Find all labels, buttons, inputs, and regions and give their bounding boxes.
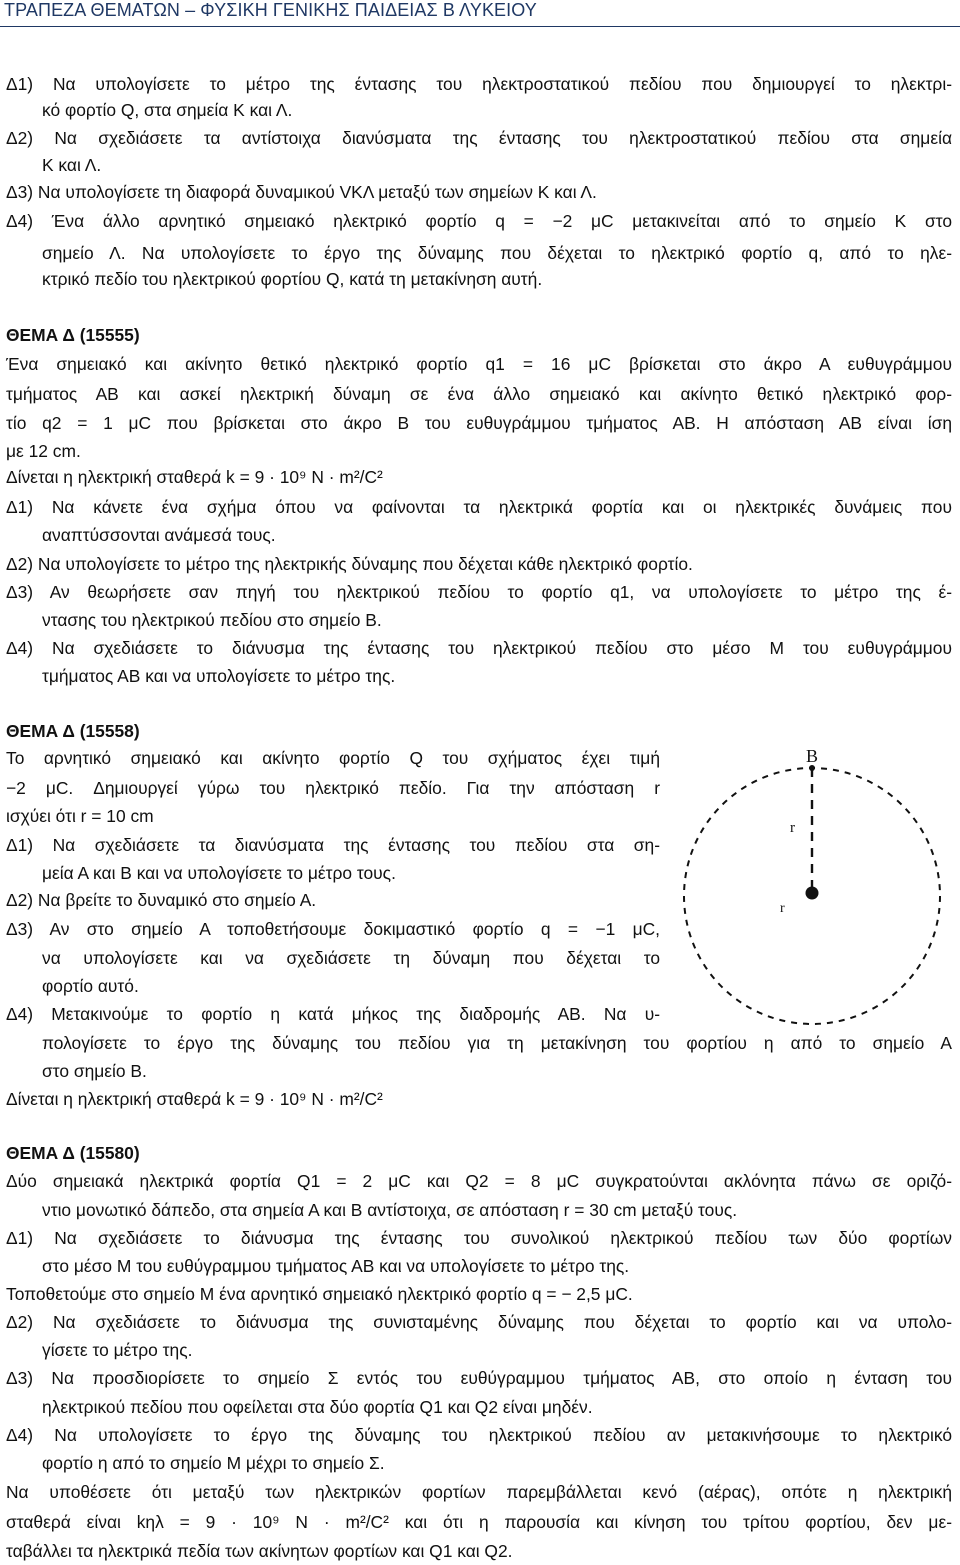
radius-label: r <box>790 820 795 836</box>
text-line: Δ1) Να υπολογίσετε το μέτρο της έντασης του ηλεκτροστατικού πεδίου που δημιουργεί το ηλεκτρι- <box>6 74 952 94</box>
text-line: σημείο Λ. Να υπολογίσετε το έργο της δύναμης που δέχεται το ηλεκτρικό φορτίο q, από το ηλε- <box>42 243 952 263</box>
section-title: ΘΕΜΑ Δ (15555) <box>6 325 140 345</box>
text-line: Δ2) Να σχεδιάσετε το διάνυσμα της συνισταμένης δύναμης που δέχεται το φορτίο και να υπολο- <box>6 1312 952 1332</box>
text-line: Δ1) Να κάνετε ένα σχήμα όπου να φαίνονται τα ηλεκτρικά φορτία και οι ηλεκτρικές δυνάμεις που <box>6 497 952 517</box>
text-line: στο μέσο Μ του ευθύγραμμου τμήματος ΑΒ και να υπολογίσετε το μέτρο της. <box>42 1256 630 1276</box>
point-b-label: B <box>806 748 819 766</box>
text-line: μεία Α και Β και να υπολογίσετε το μέτρο τους. <box>42 863 396 883</box>
text-line: αναπτύσσονται ανάμεσά τους. <box>42 525 276 545</box>
page-header <box>0 0 960 27</box>
text-line: κτρικό πεδίο του ηλεκτρικού φορτίου Q, κατά τη μετακίνηση αυτή. <box>42 269 543 289</box>
text-line: Δ2) Να σχεδιάσετε τα αντίστοιχα διανύσματα της έντασης του ηλεκτροστατικού πεδίου στα σημεία <box>6 128 952 148</box>
text-line: Να υποθέσετε ότι μεταξύ των ηλεκτρικών φορτίων παρεμβάλλεται κενό (αέρας), οπότε η ηλεκτρική <box>6 1482 952 1502</box>
text-line: Δ4) Ένα άλλο αρνητικό σημειακό ηλεκτρικό φορτίο q = −2 μC μετακινείται από το σημείο Κ στο <box>6 211 952 231</box>
text-line: κό φορτίο Q, στα σημεία Κ και Λ. <box>42 100 293 120</box>
text-line: Τοποθετούμε στο σημείο Μ ένα αρνητικό σημειακό ηλεκτρικό φορτίο q = − 2,5 μC. <box>6 1284 633 1304</box>
field-circle-diagram <box>662 748 958 1030</box>
text-line: Δ3) Αν στο σημείο Α τοποθετήσουμε δοκιμαστικό φορτίο q = −1 μC, <box>6 919 660 939</box>
text-line: Δ3) Αν θεωρήσετε σαν πηγή του ηλεκτρικού πεδίου το φορτίο q1, να υπολογίσετε το μέτρο της έ- <box>6 582 952 602</box>
text-line: Δ4) Μετακινούμε το φορτίο η κατά μήκος της διαδρομής ΑΒ. Να υ- <box>6 1004 660 1024</box>
text-line: με 12 cm. <box>6 441 81 461</box>
text-line: να υπολογίσετε και να σχεδιάσετε τη δύναμη που δέχεται το <box>42 948 660 968</box>
text-line: τίο q2 = 1 μC που βρίσκεται στο άκρο Β του ευθυγράμμου τμήματος ΑΒ. Η απόσταση ΑΒ είναι ίση <box>6 413 952 433</box>
text-line: ταβάλλει τα ηλεκτρικά πεδία των ακίνητων φορτίων και Q1 και Q2. <box>6 1541 513 1561</box>
text-line: Δ1) Να σχεδιάσετε το διάνυσμα της έντασης του συνολικού ηλεκτρικού πεδίου των δύο φορτίων <box>6 1228 952 1248</box>
text-line: Δ3) Να υπολογίσετε τη διαφορά δυναμικού VΚΛ μεταξύ των σημείων Κ και Λ. <box>6 182 597 202</box>
text-line: Ένα σημειακό και ακίνητο θετικό ηλεκτρικό φορτίο q1 = 16 μC βρίσκεται στο άκρο Α ευθυγράμμου <box>6 354 952 374</box>
text-line: Δύο σημειακά ηλεκτρικά φορτία Q1 = 2 μC και Q2 = 8 μC συγκρατούνται ακλόνητα πάνω σε οριζό- <box>6 1171 952 1191</box>
text-line: ντιο μονωτικό δάπεδο, στα σημεία Α και Β αντίστοιχα, σε απόσταση r = 30 cm μεταξύ τους. <box>42 1200 738 1220</box>
text-line: φορτίο η από το σημείο Μ μέχρι το σημείο Σ. <box>42 1453 385 1473</box>
text-line: Δ4) Να σχεδιάσετε το διάνυσμα της έντασης του ηλεκτρικού πεδίου στο μέσο Μ του ευθυγράμμου <box>6 638 952 658</box>
text-line: Δ3) Να προσδιορίσετε το σημείο Σ εντός του ευθύγραμμου τμήματος ΑΒ, στο οποίο η ένταση του <box>6 1368 952 1388</box>
text-line: Δ2) Να βρείτε το δυναμικό στο σημείο Α. <box>6 890 317 910</box>
text-line: Το αρνητικό σημειακό και ακίνητο φορτίο Q του σχήματος έχει τιμή <box>6 748 660 768</box>
section-title: ΘΕΜΑ Δ (15580) <box>6 1143 140 1163</box>
text-line: ισχύει ότι r = 10 cm <box>6 806 154 826</box>
text-line: Δίνεται η ηλεκτρική σταθερά k = 9 · 10⁹ N · m²/C² <box>6 467 383 487</box>
section-title: ΘΕΜΑ Δ (15558) <box>6 721 140 741</box>
text-line: γίσετε το μέτρο της. <box>42 1340 193 1360</box>
text-line: πολογίσετε το έργο της δύναμης του πεδίου για τη μετακίνηση του φορτίου η από το σημείο Α <box>42 1033 952 1053</box>
text-line: φορτίο αυτό. <box>42 976 139 996</box>
text-line: −2 μC. Δημιουργεί γύρω του ηλεκτρικό πεδίο. Για την απόσταση r <box>6 778 660 798</box>
header-title: ΤΡΑΠΕΖΑ ΘΕΜΑΤΩΝ – ΦΥΣΙΚΗ ΓΕΝΙΚΗΣ ΠΑΙΔΕΙΑΣ Β ΛΥΚΕΙΟΥ <box>4 0 537 20</box>
text-line: τμήματος ΑΒ και ασκεί ηλεκτρική δύναμη σε ένα άλλο σημειακό και ακίνητο θετικό ηλεκτρικό φορ- <box>6 384 952 404</box>
text-line: Δ2) Να υπολογίσετε το μέτρο της ηλεκτρικής δύναμης που δέχεται κάθε ηλεκτρικό φορτίο. <box>6 554 693 574</box>
text-line: στο σημείο Β. <box>42 1061 147 1081</box>
text-line: Δ4) Να υπολογίσετε το έργο της δύναμης του ηλεκτρικού πεδίου αν μετακινήσουμε το ηλεκτρικό <box>6 1425 952 1445</box>
text-line: τμήματος ΑΒ και να υπολογίσετε το μέτρο της. <box>42 666 396 686</box>
charge-q-dot <box>806 887 819 900</box>
text-line: Κ και Λ. <box>42 155 102 175</box>
text-line: Δ1) Να σχεδιάσετε τα διανύσματα της έντασης του πεδίου στα ση- <box>6 835 660 855</box>
text-line: Δίνεται η ηλεκτρική σταθερά k = 9 · 10⁹ N · m²/C² <box>6 1089 383 1109</box>
radius-label: r <box>780 901 785 916</box>
text-line: σταθερά είναι kηλ = 9 · 10⁹ N · m²/C² και ότι η παρουσία και κίνηση του τρίτου φορτίου, δεν με- <box>6 1512 952 1532</box>
text-line: ηλεκτρικού πεδίου που οφείλεται στα δύο φορτία Q1 και Q2 είναι μηδέν. <box>42 1397 593 1417</box>
text-line: ντασης του ηλεκτρικού πεδίου στο σημείο Β. <box>42 610 382 630</box>
